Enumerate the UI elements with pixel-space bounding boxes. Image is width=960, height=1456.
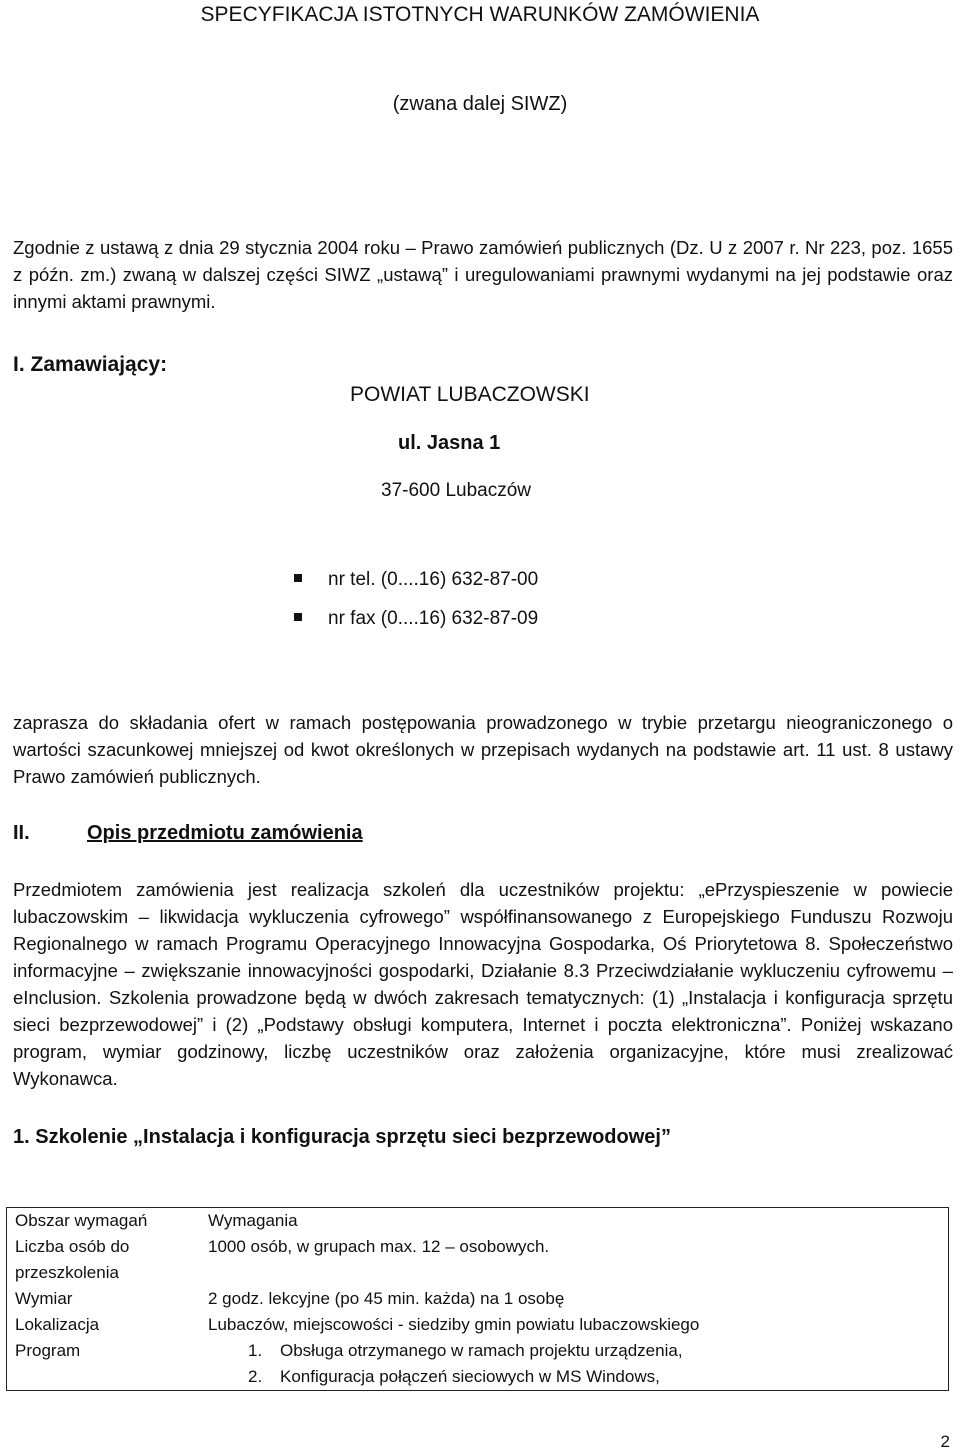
section-2-body: Przedmiotem zamówienia jest realizacja szkoleń dla uczestników projektu: „ePrzyspieszenie w powiecie lubaczowskim – likwidacja wykluczenia cyfrowego” współfinansowanego z Europejskiego Funduszu Rozwoju Regionalnego w ramach Programu Operacyjnego Innowacyjna Gospodarka, Oś Priorytetowa 8. Społeczeństwo informacyjne – zwiększanie innowacyjności gospodarki, Działanie 8.3 Przeciwdziałanie wykluczeniu cyfrowemu – eInclusion. Szkolenia prowadzone będą w dwóch zakresach tematycznych: (1) „Instalacja i konfiguracja sprzętu sieci bezprzewodowej” i (2) „Podstawy obsługi komputera, Internet i poczta elektroniczna”. Poniżej wskazano program, wymiar godzinowy, liczbę uczestników oraz założenia organizacyjne, które musi zrealizować Wykonawca. [13,879,953,1089]
table-row [7,1312,949,1338]
table-header-cell: Obszar wymagań [15,1211,148,1230]
table-cell-label: Liczba osób do przeszkolenia [15,1237,130,1282]
bullet-square-icon [294,574,302,582]
page-number: 2 [940,1432,950,1451]
program-list [208,1338,940,1390]
org-street: ul. Jasna 1 [398,432,501,454]
requirements-table [6,1207,949,1391]
table-cell-label: Program [15,1341,81,1360]
org-name: POWIAT LUBACZOWSKI [350,383,590,406]
bullet-square-icon [294,613,302,621]
table-row [7,1338,949,1391]
list-item: 1. Obsługa otrzymanego w ramach projektu urządzenia, [248,1341,683,1360]
org-city: 37-600 Lubaczów [381,480,531,501]
intro-paragraph: Zgodnie z ustawą z dnia 29 stycznia 2004 roku – Prawo zamówień publicznych (Dz. U z 2007 r. Nr 223, poz. 1655 z późn. zm.) zwaną w dalszej części SIWZ „ustawą” i uregulowaniami prawnymi wydanymi na jej podstawie oraz innymi aktami prawnymi. [13,237,953,312]
table-row [7,1234,949,1286]
section-2-heading: Opis przedmiotu zamówienia [87,822,363,844]
list-item: 2. Konfiguracja połączeń sieciowych w MS Windows, [248,1367,660,1386]
section-1-heading: I. Zamawiający: [13,353,168,376]
contact-phone: nr tel. (0....16) 632-87-00 [294,569,538,591]
contact-fax: nr fax (0....16) 632-87-09 [294,608,538,630]
table-cell-value: 2 godz. lekcyjne (po 45 min. każda) na 1 osobę [208,1289,565,1308]
invitation-paragraph: zaprasza do składania ofert w ramach postępowania prowadzonego w trybie przetargu nieograniczonego o wartości szacunkowej mniejszej od kwot określonych w przepisach wydanych na podstawie art. 11 ust. 8 ustawy Prawo zamówień publicznych. [13,712,953,787]
table-cell-label: Wymiar [15,1289,73,1308]
table-row [7,1286,949,1312]
section-2-number: II. [13,822,30,844]
table-cell-value: Lubaczów, miejscowości - siedziby gmin powiatu lubaczowskiego [208,1315,700,1334]
training-1-heading: 1. Szkolenie „Instalacja i konfiguracja sprzętu sieci bezprzewodowej” [13,1126,671,1148]
table-header-cell: Wymagania [208,1211,298,1230]
table-cell-value: 1000 osób, w grupach max. 12 – osobowych. [208,1237,550,1256]
document-title: SPECYFIKACJA ISTOTNYCH WARUNKÓW ZAMÓWIENIA [200,3,760,26]
table-header-row [7,1208,949,1235]
document-subtitle: (zwana dalej SIWZ) [392,93,568,115]
table-cell-label: Lokalizacja [15,1315,100,1334]
table-cell-value [200,1338,949,1391]
